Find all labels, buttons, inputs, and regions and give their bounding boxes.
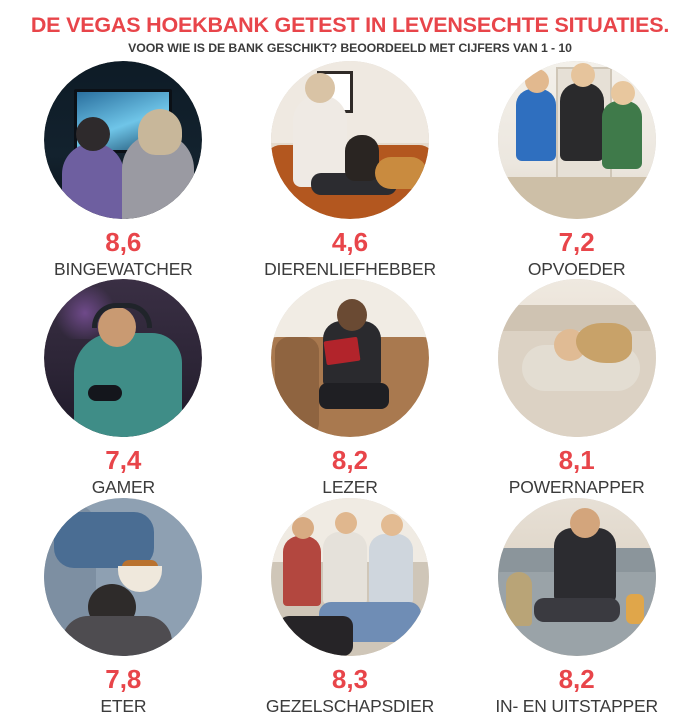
powernapper-photo (498, 279, 656, 437)
score-label: BINGEWATCHER (54, 259, 193, 280)
dierenliefhebber-photo (271, 61, 429, 219)
score-value: 7,4 (105, 445, 142, 476)
score-value: 8,2 (331, 445, 369, 476)
score-label: GAMER (91, 477, 155, 498)
gamer-photo (44, 279, 202, 437)
grid-item (237, 61, 464, 279)
score-label: DIERENLIEFHEBBER (264, 259, 436, 280)
score-label: POWERNAPPER (508, 477, 645, 498)
scores-grid (10, 61, 690, 716)
score-value: 4,6 (331, 227, 369, 258)
score-label: ETER (100, 695, 147, 716)
header (10, 14, 690, 55)
bingewatcher-photo (44, 61, 202, 219)
score-value: 8,2 (558, 663, 595, 694)
grid-item (463, 279, 690, 497)
grid-item (10, 61, 237, 279)
page-title: DE VEGAS HOEKBANK GETEST IN LEVENSECHTE SITUATIES. (30, 13, 670, 37)
uitstapper-photo (498, 498, 656, 656)
grid-item (237, 498, 464, 716)
score-label: GEZELSCHAPSDIER (265, 695, 435, 716)
grid-item (10, 498, 237, 716)
eter-photo (44, 498, 202, 656)
grid-item (10, 279, 237, 497)
score-value: 8,6 (105, 227, 142, 258)
opvoeder-photo (498, 61, 656, 219)
grid-item (237, 279, 464, 497)
score-value: 7,8 (105, 663, 142, 694)
grid-item (463, 61, 690, 279)
score-label: IN- EN UITSTAPPER (495, 695, 658, 716)
score-label: LEZER (322, 477, 378, 498)
score-value: 7,2 (558, 227, 595, 258)
lezer-photo (271, 279, 429, 437)
score-value: 8,3 (331, 663, 369, 694)
grid-item (463, 498, 690, 716)
score-value: 8,1 (558, 445, 595, 476)
gezelschapsdier-photo (271, 498, 429, 656)
page-subtitle: VOOR WIE IS DE BANK GESCHIKT? BEOORDEELD MET CIJFERS VAN 1 - 10 (128, 40, 572, 55)
score-label: OPVOEDER (527, 259, 626, 280)
